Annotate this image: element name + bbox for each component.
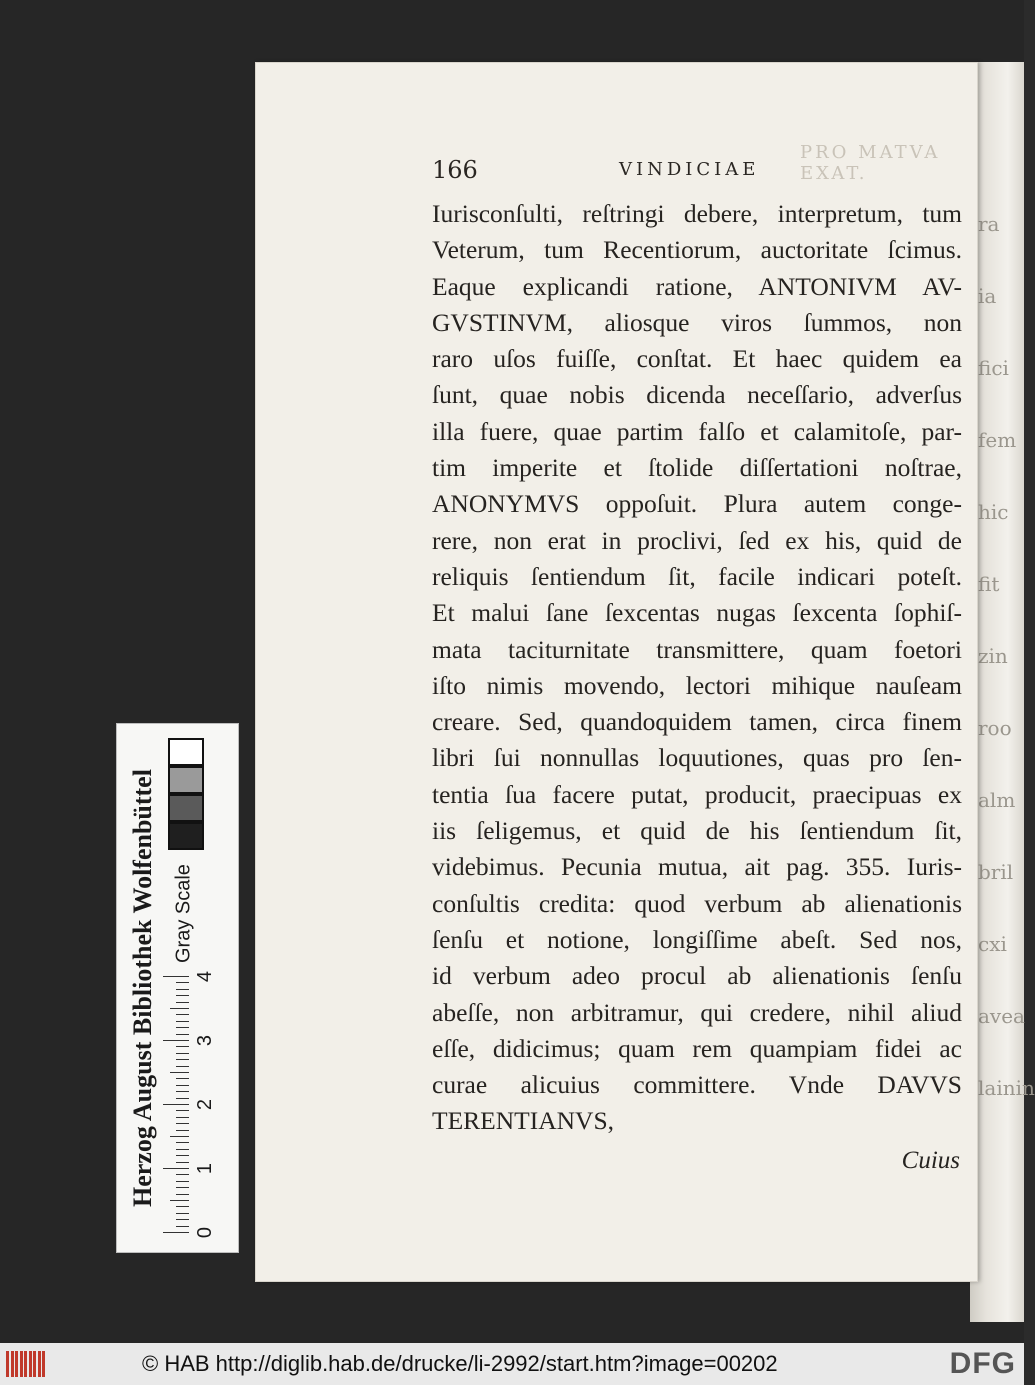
text-line: conſultis credita: quod verbum ab alienationis [432,888,962,918]
ruler-tick [176,1181,189,1182]
ruler-tick [176,1123,189,1124]
footer-bar [0,1343,1024,1385]
adjacent-page-text: lainin [978,1076,1035,1100]
gray-scale-label: Gray Scale [172,864,195,964]
adjacent-page-text: ra [978,212,1000,236]
ruler-tick [176,1149,189,1150]
text-line: tim imperite et ſtolide diſſertationi noſtrae, [432,453,962,483]
ruler-tick [176,1219,189,1220]
ruler-tick [176,1085,189,1086]
ruler-tick [176,1142,189,1143]
ruler-tick [176,1059,189,1060]
ruler-tick [176,1206,189,1207]
adjacent-page-edge [970,62,1035,1322]
adjacent-page-text: avea [978,1004,1025,1028]
text-line: id verbum adeo procul ab alienationis ſenſu [432,961,962,991]
ruler-number: 0 [194,1226,217,1239]
text-line: creare. Sed, quandoquidem tamen, circa finem [432,707,962,737]
adjacent-page-text: bril [978,860,1014,884]
barcode-bar [33,1351,36,1377]
ruler-number: 1 [194,1162,217,1175]
barcode-bar [24,1351,27,1377]
ruler-tick [176,989,189,990]
ruler-tick [176,1155,189,1156]
ruler-tick [176,1194,189,1195]
ruler-tick [176,1213,189,1214]
text-line: ſunt, quae nobis dicenda neceſſario, adverſus [432,380,962,410]
text-line: tentia ſua facere putat, producit, praecipuas ex [432,779,962,809]
ruler-number: 3 [194,1034,217,1047]
text-line: TERENTIANVS, [432,1106,615,1136]
ruler-tick [176,1174,189,1175]
page-number: 166 [432,156,478,184]
barcode-bar [11,1351,14,1377]
barcode-bar [38,1351,41,1377]
ruler-tick [176,1091,189,1092]
gray-swatch [168,738,204,766]
bleed-through-header: PRO MATVA EXAT. [800,142,941,184]
ruler-tick [163,1168,189,1169]
text-line: Iurisconſulti, reſtringi debere, interpretum, tum [432,199,962,228]
text-line: Veterum, tum Recentiorum, auctoritate ſcimus. [432,235,962,265]
gray-swatch [168,794,204,822]
text-line: eſſe, didicimus; quam rem quampiam fidei ac [432,1033,962,1063]
ruler-tick [176,1117,189,1118]
ruler-tick [170,1136,189,1137]
running-head: VINDICIAE [619,159,760,180]
catchword: Cuius [901,1147,960,1174]
ruler-tick [176,1162,189,1163]
ruler-tick [176,995,189,996]
text-line: ſenſu et notione, longiſſime abeſt. Sed nos, [432,924,962,954]
text-line: rere, non erat in proclivi, ſed ex his, quid de [432,525,962,555]
ruler-tick [163,976,189,977]
text-line: curae alicuius committere. Vnde DAVVS [432,1070,962,1100]
ruler-tick [176,1226,189,1227]
text-line: illa fuere, quae partim falſo et calamitoſe, par- [432,416,962,446]
ruler-tick [176,1014,189,1015]
ruler-tick [176,1002,189,1003]
text-line: iſto nimis movendo, lectori mihique nauſeam [432,670,962,700]
page-body [432,196,962,1140]
text-line: ANONYMVS oppoſuit. Plura autem conge- [432,489,962,519]
hab-barcode-logo-icon [6,1351,46,1377]
ruler-tick [176,1078,189,1079]
adjacent-page-text: cxi [978,932,1007,956]
library-name: Herzog August Bibliothek Wolfenbüttel [128,769,157,1207]
ruler-tick [176,1187,189,1188]
text-line: libri ſui nonnullas loquutiones, quas pro ſen- [432,743,962,773]
adjacent-page-text: roo [978,716,1012,740]
adjacent-page-text: hic [978,500,1009,524]
text-line: Et malui ſane ſexcentas nugas ſexcenta ſophiſ- [432,598,962,628]
ruler-tick [176,1046,189,1047]
barcode-bar [6,1351,9,1377]
barcode-bar [29,1351,32,1377]
ruler-number: 2 [194,1098,217,1111]
text-line: GVSTINVM, aliosque viros ſummos, non [432,307,962,337]
ruler-tick [170,1200,189,1201]
ruler-tick [170,1008,189,1009]
text-line: iis ſeligemus, et quid de his ſentiendum ſit, [432,816,962,846]
text-line: abeſſe, non arbitramur, qui credere, nihil aliud [432,997,962,1027]
barcode-bar [42,1351,45,1377]
adjacent-page-text: fici [978,356,1009,380]
barcode-bar [15,1351,18,1377]
text-line: raro uſos fuiſſe, conſtat. Et haec quidem ea [432,344,962,374]
ruler-tick [176,1066,189,1067]
text-line: videbimus. Pecunia mutua, ait pag. 355. Iuris- [432,852,962,882]
ruler-tick [176,1053,189,1054]
adjacent-page-text: zin [978,644,1008,668]
ruler-tick [163,1232,189,1233]
gray-swatch [168,766,204,794]
ruler-tick [176,1130,189,1131]
text-line: Eaque explicandi ratione, ANTONIVM AV- [432,271,962,301]
dfg-logo: DFG [949,1347,1016,1380]
text-line: mata taciturnitate transmittere, quam foetori [432,634,962,664]
adjacent-page-text: alm [978,788,1016,812]
ruler-tick [176,1098,189,1099]
text-line: reliquis ſentiendum ſit, facile indicari poteſt. [432,561,962,591]
gray-swatch [168,822,204,850]
barcode-bar [20,1351,23,1377]
ruler-tick [176,1110,189,1111]
ruler-tick [176,1034,189,1035]
copyright-link[interactable]: © HAB http://diglib.hab.de/drucke/li-2992/start.htm?image=00202 [142,1351,778,1376]
ruler-tick [170,1072,189,1073]
ruler-tick [176,1021,189,1022]
adjacent-page-text: ia [978,284,997,308]
ruler-tick [163,1040,189,1041]
ruler-tick [176,1027,189,1028]
ruler-tick [176,982,189,983]
book-page [255,62,978,1282]
adjacent-page-text: fit [978,572,1000,596]
ruler-number: 4 [194,970,217,983]
ruler-tick [163,1104,189,1105]
adjacent-page-text: fem [978,428,1017,452]
